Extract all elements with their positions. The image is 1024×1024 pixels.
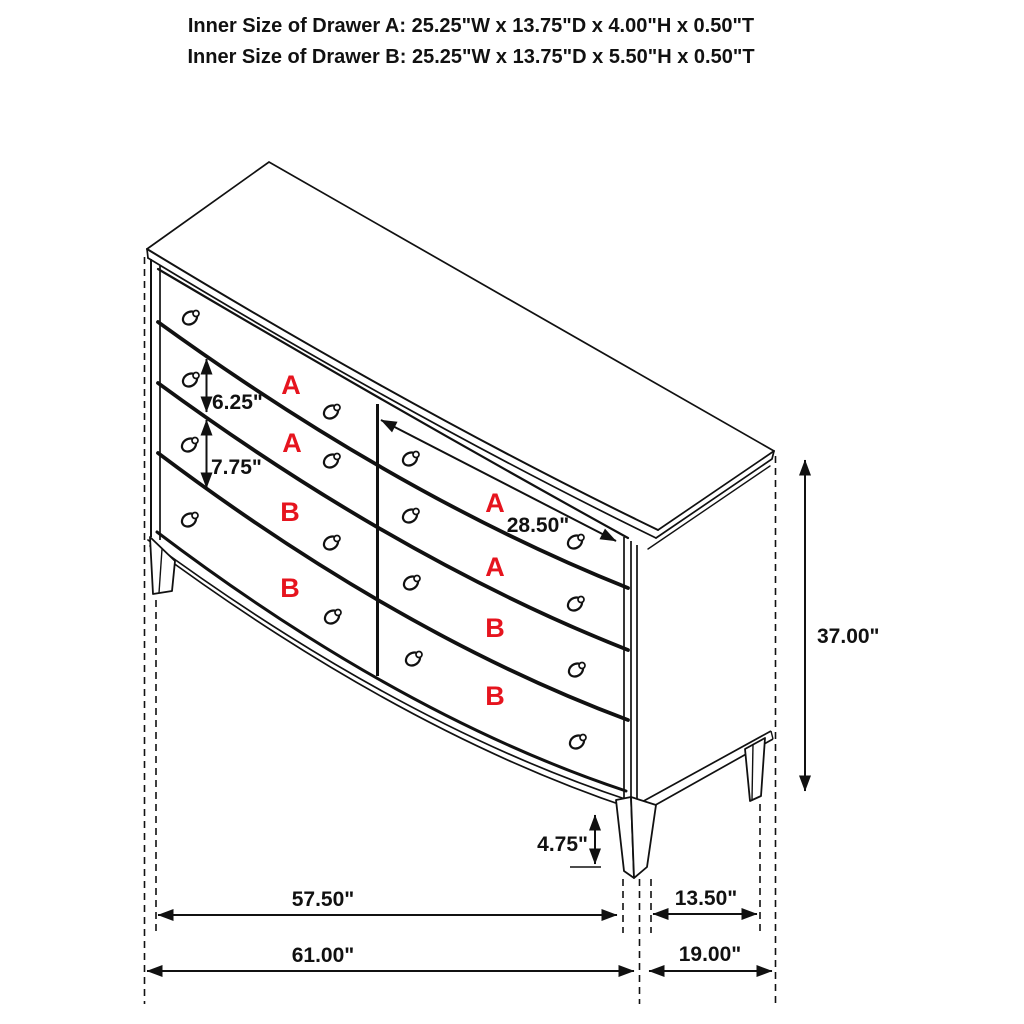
right-drawer-2-label: A (485, 552, 505, 582)
left-drawer-4-label: B (280, 573, 300, 603)
front-width-label: 57.50" (291, 888, 355, 911)
dim-total-width (147, 944, 634, 971)
drawer-bank-width-label: 28.50" (506, 514, 570, 537)
dim-drawer-bank-width (381, 420, 616, 541)
total-height-label: 37.00" (817, 625, 880, 648)
right-drawer-1-label: A (485, 488, 505, 518)
front-left-leg (150, 537, 175, 594)
rear-right-leg (745, 738, 765, 801)
right-drawer-3-label: B (485, 613, 505, 643)
knob (566, 661, 585, 679)
knob (180, 309, 199, 327)
drawer-b-height-label: 7.75" (211, 456, 262, 479)
drawer-b-inner-size-text: Inner Size of Drawer B: 25.25"W x 13.75"D x 5.50"H x 0.50"T (187, 46, 755, 68)
dim-leg-height (537, 815, 601, 867)
drawer-inner-size-title (71, 11, 871, 73)
dresser-legs (150, 537, 765, 878)
knob (321, 534, 340, 552)
knob (403, 650, 422, 668)
drawer-letter-labels (280, 370, 505, 711)
dim-side-depth (653, 887, 757, 914)
right-drawer-4-label: B (485, 681, 505, 711)
dim-drawer-b-height (207, 420, 262, 488)
knob (400, 507, 419, 525)
left-drawer-3-label: B (280, 497, 300, 527)
knob (180, 371, 199, 389)
drawer-a-height-label: 6.25" (212, 391, 263, 414)
knob (179, 436, 198, 454)
dim-total-height (805, 460, 880, 791)
side-depth-label: 13.50" (674, 887, 738, 910)
drawer-front-rails (148, 269, 630, 808)
knob (400, 450, 419, 468)
dresser-top-panel (147, 162, 774, 549)
knob (321, 452, 340, 470)
total-width-label: 61.00" (291, 944, 355, 967)
knob (401, 574, 420, 592)
knob (565, 595, 584, 613)
left-drawer-1-label: A (281, 370, 301, 400)
leg-height-label: 4.75" (537, 833, 588, 856)
knob (321, 403, 340, 421)
front-right-leg (616, 797, 656, 878)
drawer-a-inner-size-text: Inner Size of Drawer A: 25.25"W x 13.75"D x 4.00"H x 0.50"T (187, 15, 755, 37)
total-depth-label: 19.00" (678, 943, 742, 966)
knob (322, 608, 341, 626)
dim-total-depth (649, 943, 772, 971)
knob (179, 511, 198, 529)
dim-front-width (158, 888, 617, 915)
knob (567, 733, 586, 751)
left-drawer-2-label: A (282, 428, 302, 458)
